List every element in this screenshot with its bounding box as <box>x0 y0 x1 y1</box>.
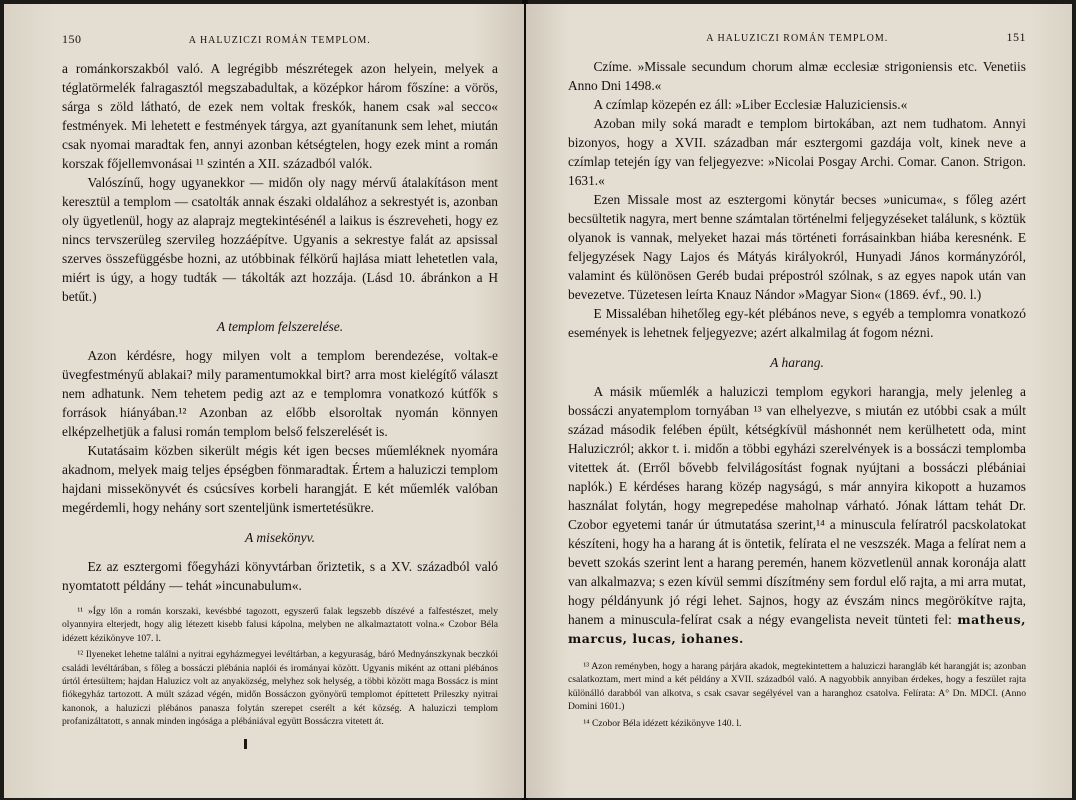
running-head-left: A HALUZICZI ROMÁN TEMPLOM. <box>188 35 371 46</box>
paragraph: a románkorszakból való. A legrégibb mészrétegek azon helyein, melyek a téglatörmelék falragasztól megszabadultak, a középkor három főszíne: a vörös, sárga s zöld látható, de ezek nem voltak freskók, hanem csak »al secco« festmények. Mi lehetett e festmények tárgya, azt gyanítanunk sem lehet, miután csak nyomai maradtak fen, annyi azonban kétségtelen, hogy ezek mint a román korszak főjellemvonásai ¹¹ szintén a XII. századból valók. <box>62 61 498 171</box>
paragraph: A czímlap közepén ez áll: »Liber Ecclesiæ Haluziciensis.« <box>593 97 908 112</box>
running-head-right: A HALUZICZI ROMÁN TEMPLOM. <box>706 33 889 44</box>
paragraph: Azoban mily soká maradt e templom birtokában, azt nem tudhatom. Annyi bizonyos, hogy a XVII. században már esztergomi gazdája volt, kinek neve a czímlap tetején így van feljegyezve: »Nicolai Posgay Archi. Comar. Canon. Strigon. 1631.« <box>568 116 1026 188</box>
right-page <box>526 4 1072 798</box>
page-number-right: 151 <box>1006 30 1026 44</box>
page-number-left: 150 <box>62 32 82 46</box>
paragraph: Kutatásaim közben sikerült mégis két igen becses műemléknek nyomára akadnom, melyek maig teljes épségben fönmaradtak. Értem a haluziczi templom hajdani missekönyvét és csúcsíves korbeli harangját. E két műemlék valóban megérdemli, hogy nehány sort szenteljünk ismertetésükre. <box>62 443 498 515</box>
footnote: ¹² Ilyeneket lehetne találni a nyitrai egyházmegyei levéltárban, a kegyuraság, báró Mednyánszkynak beczkói családi levéltárában, s főleg a bossáczi plébánia naplói és irományai között. Ugyanis miként az ottani plébános úrtól értesültem; hajdan Haluzicz volt az anyaközség, melyhez sok helység, a többi között maga Bossácz is mint fiókegyház tartozott. A múlt század végén, midőn Bossáczon gyönyörű templomot építtetett Prileszky nyitrai kanonok, a haluziczi plébános panasza folytán szerepet cserélt a két község. A haluziczi templom profanizáltatott, s annak minden ingósága a plébániával együtt Bossáczra vitetett át. <box>62 649 498 728</box>
running-header-right <box>568 30 1026 45</box>
print-mark <box>244 739 247 749</box>
paragraph: Czíme. »Missale secundum chorum almæ ecclesiæ strigoniensis etc. Venetiis Anno Dni 1498.« <box>568 59 1026 93</box>
section-heading-misekonyv: A misekönyv. <box>245 530 315 545</box>
paragraph: Azon kérdésre, hogy milyen volt a templom berendezése, voltak-e üvegfestményű ablakai? mily paramentumokkal birt? arra most kielégítő választ nem adhatunk. Nem tehetem pedig azt az e templomra vonatkozó kútfők s források hiányában.¹² Azonban az előbb elsoroltak nyomán könnyen elképzelhetjük a falusi román templom belső felszerelését is. <box>62 348 498 439</box>
left-body-text <box>62 59 498 595</box>
paragraph: Valószínű, hogy ugyanekkor — midőn oly nagy mérvű átalakításon ment keresztül a templom — csatolták annak északi oldalához a sekrestyét is, azonban oly ügyetlenül, hogy az alaprajz megtekintésénél a laikus is észreveheti, hogy ez nincs tervszerüleg szervileg hozzáépítve. Ugyanis a sekrestye falát az apsissal szerves összefüggésbe hozni, az utóbbinak félkörű hajlása miatt lehetetlen vala, miért is úgy, a hogy tudták — tákolták azt hozzája. (Lásd 10. ábránkon a H betűt.) <box>62 175 498 304</box>
footnotes-left <box>62 605 498 729</box>
bell-inscription: matheus, marcus, lucas, iohanes. <box>568 612 1026 646</box>
footnote: ¹¹ »Így lőn a román korszaki, kevésbbé tagozott, egyszerű falak legszebb díszévé a falfestészet, mely olyannyira elterjedt, hogy alig létezett kisebb falusi kápolna, melyben ne alkalmaztatott volna.« Czobor Béla idézett kézikönyve 107. l. <box>62 606 498 644</box>
footnotes-right <box>568 660 1026 730</box>
section-heading-templom-felszerelese: A templom felszerelése. <box>216 319 344 334</box>
footnote: ¹⁴ Czobor Béla idézett kézikönyve 140. l. <box>583 717 742 729</box>
paragraph: Ez az esztergomi főegyházi könyvtárban őriztetik, s a XV. századból való nyomtatott példány — tehát »incunabulum«. <box>62 559 498 593</box>
running-header-left <box>62 32 498 47</box>
right-body-text <box>568 57 1026 648</box>
paragraph: Ezen Missale most az esztergomi könytár becses »unicuma«, s főleg azért becsültetik nagyra, mert benne számtalan történelmi feljegyzéseket találunk, s köztük olyanok is vannak, melyeket hazai más történeti forrásainkban hiába keresnénk. E feljegyzések Nagy Lajos és Mátyás királyokról, Hunyadi János kormányzóról, valamint és különösen Geréb budai prépostról szólnak, s az egyes napok után van bevezetve. Tüzetesen leírta Knauz Nándor »Magyar Sion« (1869. évf., 90. l.) <box>568 192 1026 302</box>
left-page <box>4 4 524 798</box>
paragraph: E Missaléban hihetőleg egy-két plébános neve, s egyéb a templomra vonatkozó események is lehetnek feljegyezve; azért alkalmilag át fogom nézni. <box>568 306 1026 340</box>
paragraph <box>568 382 1026 648</box>
footnote: ¹³ Azon reményben, hogy a harang párjára akadok, megtekintettem a haluziczi harangláb két harangját is; azonban csalatkoztam, mert mind a két példány a XVII. századból való. A nagyobbik annyiban érdekes, hogy a feszület rajta különálló darabból van alkotva, s csak csavar segélyével van a haranghoz csatolva. Felírata: A° Dn. MDCI. (Anno Domini 1601.) <box>568 661 1026 713</box>
section-heading-harang: A harang. <box>770 355 824 370</box>
paragraph-text: A másik műemlék a haluziczi templom egykori harangja, mely jelenleg a bossáczi anyatemplom tornyában ¹³ van elhelyezve, s miután ez utóbbi csak a múlt század második felében épült, kétségkívül máshonnét nem kerülhetett oda, mint Haluziczról; akkor t. i. midőn a többi egyházi szerelvények is a bossáczi templomba vitettek át. (Erről bővebb felvilágosítást fognak nyújtani a bossáczi plébániai naplók.) E kérdéses harang közép nagyságú, s már annyira kikopott a huzamos használat folytán, hogy megrepedése maholnap várható. Jónak láttam tehát Dr. Czobor egyetemi tanár úr útmutatása szerint,¹⁴ a minuscula felíratról pacskolatokat készíteni, hogy ha a harang át is öntetik, felírata el ne veszszék. Maga a felírat nem a bevett szokás szerint lent a harang peremén, hanem közvetlenül annak koronája alatt van alkalmazva; s ezen kívül semmi díszítmény sem fordul elő rajta, a mi arra mutat, hogy példányunk jó régi lehet. Sajnos, hogy az évszám nincs megörökítve rajta, hanem a minuscula-felírat csak a négy evangelista neveit tünteti fel: <box>568 384 1026 627</box>
